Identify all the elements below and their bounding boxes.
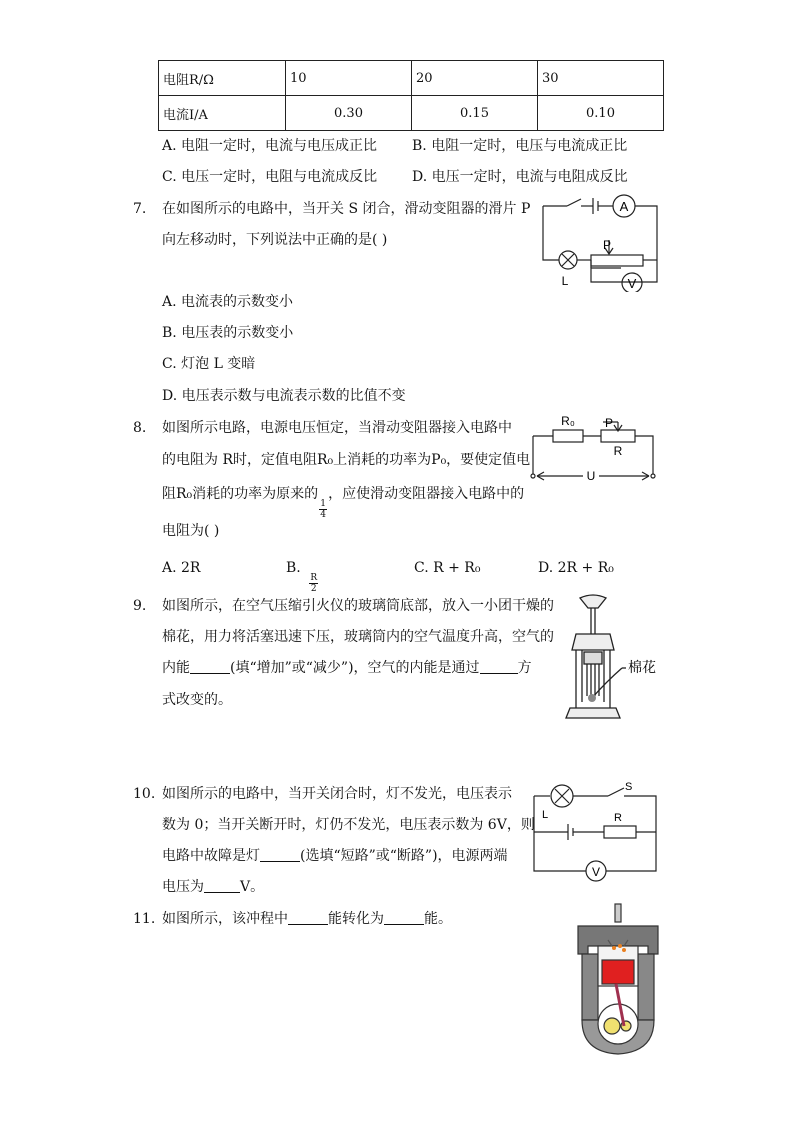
answer-blank[interactable] xyxy=(190,659,230,674)
q9-stem-line: 棉花，用力将活塞迅速下压，玻璃筒内的空气温度升高，空气的 xyxy=(162,629,554,645)
table-cell: 0.30 xyxy=(286,96,412,131)
r-label: R xyxy=(614,812,622,824)
table-row xyxy=(159,61,664,96)
question-number: 7. xyxy=(133,201,147,217)
ammeter-label: A xyxy=(619,199,629,214)
q9-stem-line: 如图所示，在空气压缩引火仪的玻璃筒底部，放入一小团干燥的 xyxy=(162,598,554,614)
q8-circuit-diagram xyxy=(525,410,665,485)
q8-option-b[interactable] xyxy=(286,558,318,594)
table-row xyxy=(159,96,664,131)
q9-stem-line xyxy=(162,658,532,678)
question-number: 11. xyxy=(133,911,156,927)
q7-circuit-diagram xyxy=(535,192,665,292)
answer-blank[interactable] xyxy=(204,878,240,893)
lamp-label: L xyxy=(542,809,549,821)
q10-stem-text: V。 xyxy=(240,879,265,895)
cotton-label: 棉花 xyxy=(628,659,656,675)
question-number: 8. xyxy=(133,420,147,436)
answer-blank[interactable] xyxy=(260,847,300,862)
q10-stem-line xyxy=(162,846,508,866)
table-cell: 30 xyxy=(538,61,664,96)
fraction xyxy=(309,573,318,594)
lamp-label: L xyxy=(561,274,569,288)
q10-stem-text: 电路中故障是灯 xyxy=(162,848,260,864)
q7-stem-line: 向左移动时，下列说法中正确的是( ) xyxy=(162,232,388,248)
question-number: 9. xyxy=(133,598,147,614)
q8-option-a[interactable]: A. 2R xyxy=(162,560,201,576)
fraction xyxy=(319,499,327,520)
q6-option-d[interactable]: D. 电压一定时，电流与电阻成反比 xyxy=(412,169,628,185)
q6-option-b[interactable]: B. 电阻一定时，电压与电流成正比 xyxy=(412,138,628,154)
answer-blank[interactable] xyxy=(288,910,328,925)
q7-option-c[interactable]: C. 灯泡 L 变暗 xyxy=(162,356,256,372)
q8-option-c[interactable]: C. R + R₀ xyxy=(414,560,481,576)
q9-stem-line: 式改变的。 xyxy=(162,692,232,708)
option-letter: B. xyxy=(286,560,301,576)
fraction-numerator: 1 xyxy=(320,499,327,509)
q11-stem-text: 如图所示，该冲程中 xyxy=(162,911,288,927)
question-number: 10. xyxy=(133,786,156,802)
q10-stem-line xyxy=(162,877,264,897)
q10-stem-line: 数为 0；当开关断开时，灯仍不发光，电压表示数为 6V，则 xyxy=(162,817,535,833)
slider-label: P xyxy=(604,416,613,430)
answer-blank[interactable] xyxy=(480,659,518,674)
q7-option-b[interactable]: B. 电压表的示数变小 xyxy=(162,325,294,341)
q9-air-compression-igniter xyxy=(562,590,670,724)
table-cell: 电阻R/Ω xyxy=(159,61,286,96)
voltmeter-label: V xyxy=(591,865,601,879)
u-label: U xyxy=(586,469,596,483)
q7-stem-line: 在如图所示的电路中，当开关 S 闭合，滑动变阻器的滑片 P xyxy=(162,201,531,217)
q8-stem-line: 电阻为( ) xyxy=(162,523,220,539)
switch-label: S xyxy=(625,781,633,793)
table-cell: 10 xyxy=(286,61,412,96)
q11-stem-text: 能转化为 xyxy=(328,911,384,927)
table-cell: 0.10 xyxy=(538,96,664,131)
q7-option-a[interactable]: A. 电流表的示数变小 xyxy=(162,294,294,310)
q6-option-a[interactable]: A. 电阻一定时，电流与电压成正比 xyxy=(162,138,378,154)
q10-stem-text: (选填“短路”或“断路”)，电源两端 xyxy=(300,848,508,864)
q8-stem-line xyxy=(162,484,524,520)
q9-stem-text: 内能 xyxy=(162,660,190,676)
voltmeter-label: V xyxy=(627,276,637,291)
answer-blank[interactable] xyxy=(384,910,424,925)
q6-option-c[interactable]: C. 电压一定时，电阻与电流成反比 xyxy=(162,169,378,185)
table-cell: 电流I/A xyxy=(159,96,286,131)
fraction-denominator: 4 xyxy=(320,510,327,520)
q11-stem-line xyxy=(162,909,452,929)
q8-stem-line: 的电阻为 R时，定值电阻R₀上消耗的功率为P₀，要使定值电 xyxy=(162,452,531,468)
r0-label: R₀ xyxy=(561,414,575,428)
q11-stem-text: 能。 xyxy=(424,911,452,927)
q9-stem-text: (填“增加”或“减少”)，空气的内能是通过 xyxy=(230,660,480,676)
slider-label: P xyxy=(602,238,611,252)
resistance-current-table xyxy=(158,60,664,131)
q11-engine-stroke-diagram xyxy=(568,900,668,1060)
fraction-numerator: R xyxy=(310,573,318,583)
q8-option-d[interactable]: D. 2R + R₀ xyxy=(538,560,614,576)
table-cell: 20 xyxy=(412,61,538,96)
q10-stem-text: 电压为 xyxy=(162,879,204,895)
table-cell: 0.15 xyxy=(412,96,538,131)
r-label: R xyxy=(613,444,623,458)
q9-stem-text: 方 xyxy=(517,660,532,676)
q8-stem-text: 阻R₀消耗的功率为原来的 xyxy=(162,486,319,502)
q10-stem-line: 如图所示的电路中，当开关闭合时，灯不发光，电压表示 xyxy=(162,786,512,802)
q8-stem-line: 如图所示电路，电源电压恒定，当滑动变阻器接入电路中 xyxy=(162,420,512,436)
q8-stem-text: ，应使滑动变阻器接入电路中的 xyxy=(328,486,525,502)
q10-circuit-diagram xyxy=(528,780,664,890)
fraction-denominator: 2 xyxy=(310,584,317,594)
q7-option-d[interactable]: D. 电压表示数与电流表示数的比值不变 xyxy=(162,388,406,404)
